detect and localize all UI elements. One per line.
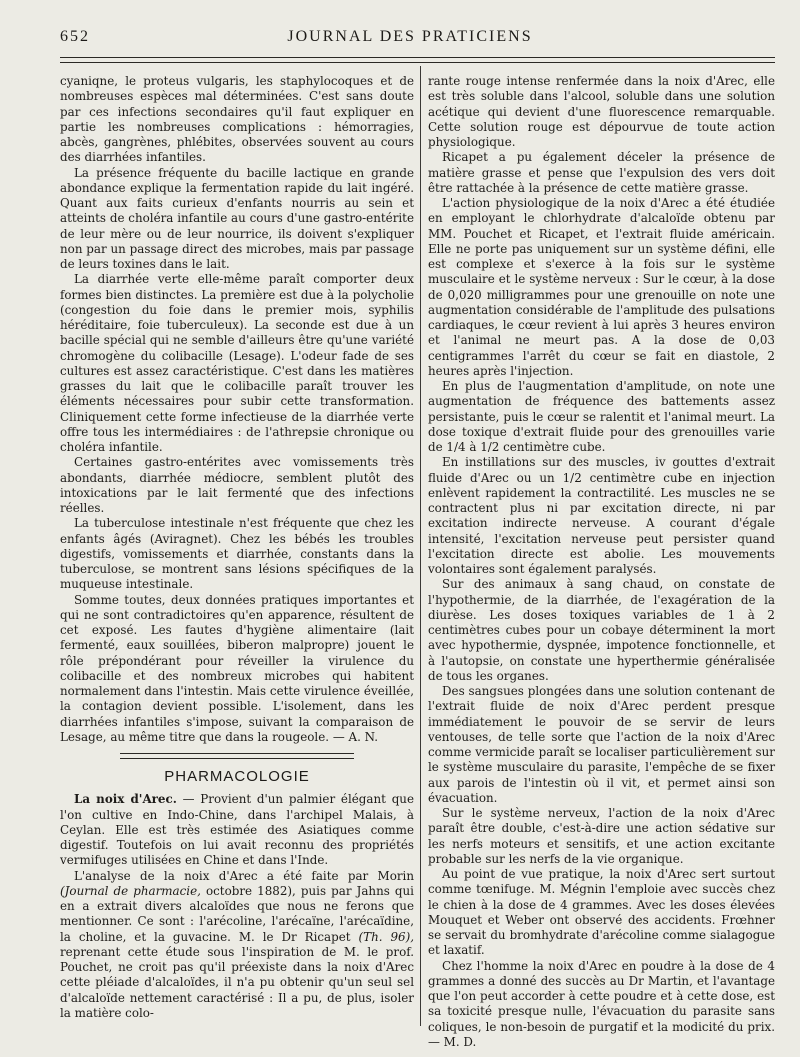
paragraph: Des sangsues plongées dans une solution contenant de l'extrait fluide de noix d'Arec perdent presque immédiatement le pouvoir de se servir de leurs ventouses, de telle sorte que l'action de la noix d'Arec comme vermicide paraît se localiser particulièrement sur le système musculaire du parasite, l'empêche de se fixer aux parois de l'intestin où il vit, et permet ainsi son évacuation. <box>428 684 775 805</box>
section-title: PHARMACOLOGIE <box>164 768 310 785</box>
article-text: octobre 1882), puis par Jahns qui en a extrait divers alcaloïdes que nous ne ferons que mentionner. Ce sont : l'arécoline, l'arécaïne, l'arécaïdine, la choline, et la guvacine. M. le Dr Ricapet <box>60 883 414 944</box>
section-rule-top-thin <box>120 758 354 759</box>
right-column <box>428 74 775 1050</box>
paragraph: cyaniqne, le proteus vulgaris, les staphylocoques et de nombreuses espèces mal déterminées. C'est sans doute par ces infections secondaires qu'il faut expliquer en partie les nombreuses complications : hémorragies, abcès, gangrènes, phlébites, observées souvent au cours des diarrhées infantiles. <box>60 74 414 165</box>
article-paragraph <box>60 792 414 868</box>
journal-title: JOURNAL DES PRATICIENS <box>287 28 533 45</box>
paragraph: Au point de vue pratique, la noix d'Arec sert surtout comme tœnifuge. M. Mégnin l'emploie avec succès chez le chien à la dose de 4 grammes. Avec les doses élevées Mouquet et Weber ont observé des accidents. Frœhner se servait du bromhydrate d'arécoline comme sialagogue et laxatif. <box>428 867 775 958</box>
header-rule-thin <box>60 62 775 63</box>
paragraph: En instillations sur des muscles, iv gouttes d'extrait fluide d'Arec ou un 1/2 centimètre cube en injection enlèvent rapidement la contractilité. Les muscles ne se contractent plus ni par excitation directe, ni par excitation indirecte nerveuse. A courant d'égale intensité, l'excitation nerveuse peut persister quand l'excitation directe est abolie. Les mouvements volontaires sont également paralysés. <box>428 455 775 576</box>
paragraph: La présence fréquente du bacille lactique en grande abondance explique la fermentation rapide du lait ingéré. Quant aux faits curieux d'enfants nourris au sein et atteints de choléra infantile au cours d'une gastro-entérite de leur mère ou de leur nourrice, ils doivent s'expliquer non par un passage direct des microbes, mais par passage de leurs toxines dans le lait. <box>60 165 414 271</box>
citation-journal: (Journal de pharmacie, <box>60 883 201 898</box>
article-title: La noix d'Arec. <box>74 792 177 807</box>
column-divider <box>420 66 421 1026</box>
section-rule-top <box>120 753 354 754</box>
paragraph: Somme toutes, deux données pratiques importantes et qui ne sont contradictoires qu'en apparence, résultent de cet exposé. Les fautes d'hygiène alimentaire (lait fermenté, eaux souillées, biberon malpropre) jouent le rôle prépondérant pour réveiller la virulence du colibacille et des nombreux microbes qui habitent normalement dans l'intestin. Mais cette virulence éveillée, la contagion devient possible. L'isolement, dans les diarrhées infantiles s'impose, suivant la comparaison de Lesage, au même titre que dans la rougeole. — A. N. <box>60 592 414 744</box>
article-text: reprenant cette étude sous l'inspiration de M. le prof. Pouchet, ne croit pas qu'il préexiste dans la noix d'Arec cette pléiade d'alcaloïdes, il n'a pu obtenir qu'un seul sel d'alcaloïde nettement caractérisé : Il a pu, de plus, isoler la matière colo- <box>60 944 414 1020</box>
paragraph: L'action physiologique de la noix d'Arec a été étudiée en employant le chlorhydrate d'alcaloïde obtenu par MM. Pouchet et Ricapet, et l'extrait fluide américain. Elle ne porte pas uniquement sur un système défini, elle est complexe et s'exerce à la fois sur le système musculaire et le système nerveux : Sur le cœur, à la dose de 0,020 milligrammes pour une grenouille on note une augmentation considérable de l'amplitude des pulsations cardiaques, le cœur revient à lui après 3 heures environ et l'animal ne meurt pas. A la dose de 0,03 centigrammes l'arrêt du cœur se fait en diastole, 2 heures après l'injection. <box>428 196 775 378</box>
page-number: 652 <box>60 28 90 45</box>
paragraph: La diarrhée verte elle-même paraît comporter deux formes bien distinctes. La première est due à la polycholie (congestion du foie dans le premier mois, syphilis héréditaire, foie tuberculeux). La seconde est due à un bacille spécial qui ne semble d'ailleurs être qu'une variété chromogène du colibacille (Lesage). L'odeur fade de ses cultures est assez caractéristique. C'est dans les matières grasses du lait que le colibacille paraît trouver les éléments nécessaires pour subir cette transformation. Cliniquement cette forme infectieuse de la diarrhée verte offre tous les intermédiaires : de l'athrepsie chronique ou choléra infantile. <box>60 272 414 454</box>
citation-thesis: (Th. 96), <box>358 929 414 944</box>
running-header <box>60 28 760 50</box>
left-column <box>60 74 414 1021</box>
paragraph: Sur le système nerveux, l'action de la noix d'Arec paraît être double, c'est-à-dire une action sédative sur les nerfs moteurs et sensitifs, et une action excitante probable sur les nerfs de la vie organique. <box>428 806 775 866</box>
article-text: — Provient d'un palmier élégant que l'on cultive en Indo-Chine, dans l'archipel Malais, à Ceylan. Elle est très estimée des Asiatiques comme digestif. Toutefois on lui avait reconnu des propriétés vermifuges utilisées en Chine et dans l'Inde. <box>60 792 414 868</box>
header-rule <box>60 57 775 58</box>
paragraph: rante rouge intense renfermée dans la noix d'Arec, elle est très soluble dans l'alcool, soluble dans une solution acétique qui devient d'une fluorescence remarquable. Cette solution rouge est dépourvue de toute action physiologique. <box>428 74 775 149</box>
paragraph: Sur des animaux à sang chaud, on constate de l'hypothermie, de la diarrhée, de l'exagération de la diurèse. Les doses toxiques variables de 1 à 2 centimètres cubes pour un cobaye déterminent la mort avec hypothermie, dyspnée, impotence fonctionnelle, et à l'autopsie, on constate une hyperthermie généralisée de tous les organes. <box>428 577 775 683</box>
article-paragraph <box>60 869 414 1022</box>
paragraph: Certaines gastro-entérites avec vomissements très abondants, diarrhée médiocre, semblent plutôt des intoxications par le lait fermenté que des infections réelles. <box>60 455 414 515</box>
paragraph: Ricapet a pu également déceler la présence de matière grasse et pense que l'expulsion des vers doit être rattachée à la présence de cette matière grasse. <box>428 150 775 195</box>
paragraph: La tuberculose intestinale n'est fréquente que chez les enfants âgés (Aviragnet). Chez les bébés les troubles digestifs, vomissements et diarrhée, constants dans la tuberculose, se montrent sans lésions spécifiques de la muqueuse intestinale. <box>60 516 414 592</box>
paragraph: Chez l'homme la noix d'Arec en poudre à la dose de 4 grammes a donné des succès au Dr Martin, et l'avantage que l'on peut accorder à cette poudre et à cette dose, est sa toxicité presque nulle, l'évacuation du parasite sans coliques, le non-besoin de purgatif et la modicité du prix. — M. D. <box>428 958 775 1049</box>
article-text: L'analyse de la noix d'Arec a été faite par Morin <box>74 868 414 883</box>
paragraph: En plus de l'augmentation d'amplitude, on note une augmentation de fréquence des battements assez persistante, puis le cœur se ralentit et l'animal meurt. La dose toxique d'extrait fluide pour des grenouilles varie de 1/4 à 1/2 centimètre cube. <box>428 379 775 454</box>
